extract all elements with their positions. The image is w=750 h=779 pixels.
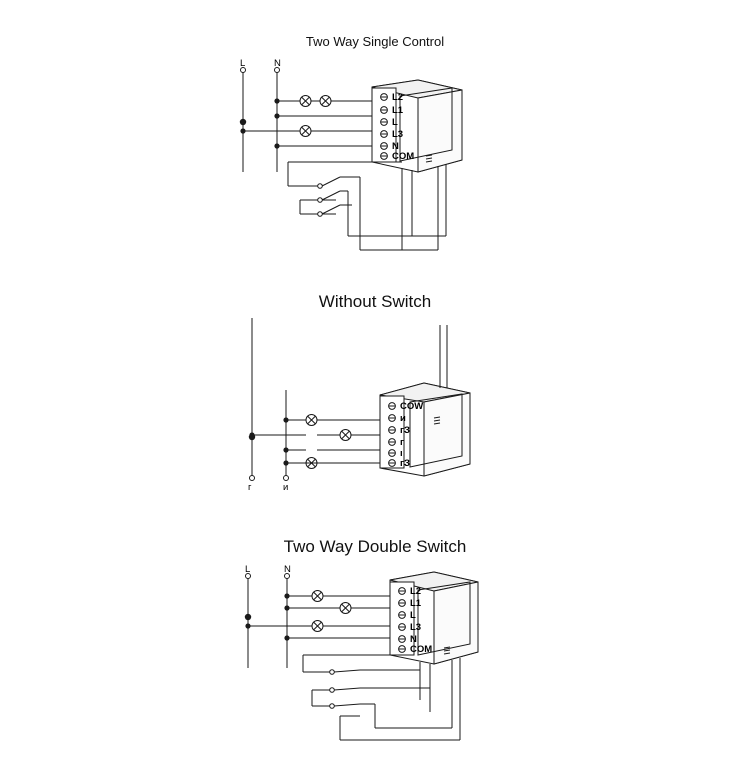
panel-title-without-switch: Without Switch — [318, 292, 432, 311]
rail-label-n-panel3: N — [284, 564, 291, 575]
terminal-label-p3-2: L — [410, 610, 416, 621]
terminal-label-p3-0: L2 — [410, 586, 422, 597]
terminal-label-p1-1: L1 — [392, 105, 404, 116]
terminal-label-p2-2: гЗ — [400, 425, 410, 436]
terminal-label-p3-5: COM — [410, 644, 433, 655]
panel-title-two-way-double-switch: Two Way Double Switch — [283, 537, 467, 556]
rail-label-left-panel2: г — [248, 482, 252, 493]
terminal-label-p1-5: COM — [392, 151, 415, 162]
terminal-label-p2-3: г — [400, 437, 404, 448]
terminal-label-p1-3: L3 — [392, 129, 404, 140]
rail-label-l-panel1: L — [240, 58, 246, 69]
terminal-label-p2-4: ı — [400, 448, 403, 459]
panel-title-two-way-single-control: Two Way Single Control — [305, 34, 445, 49]
terminal-label-p1-4: N — [392, 141, 399, 152]
terminal-label-p1-2: L — [392, 117, 398, 128]
terminal-label-p3-3: L3 — [410, 622, 422, 633]
panel-2-group — [249, 318, 470, 481]
terminal-label-p2-5: гЗ — [400, 458, 410, 469]
rail-label-right-panel2: и — [283, 482, 289, 493]
terminal-label-p2-1: и — [400, 413, 406, 424]
rail-label-l-panel3: L — [245, 564, 251, 575]
terminal-label-p2-0: COW — [400, 401, 424, 412]
terminal-label-p1-0: L2 — [392, 92, 404, 103]
terminal-label-p3-1: L1 — [410, 598, 422, 609]
terminal-label-p3-4: N — [410, 634, 417, 645]
panel-3-group — [245, 572, 478, 740]
panel-1-group — [240, 68, 462, 251]
rail-label-n-panel1: N — [274, 58, 281, 69]
